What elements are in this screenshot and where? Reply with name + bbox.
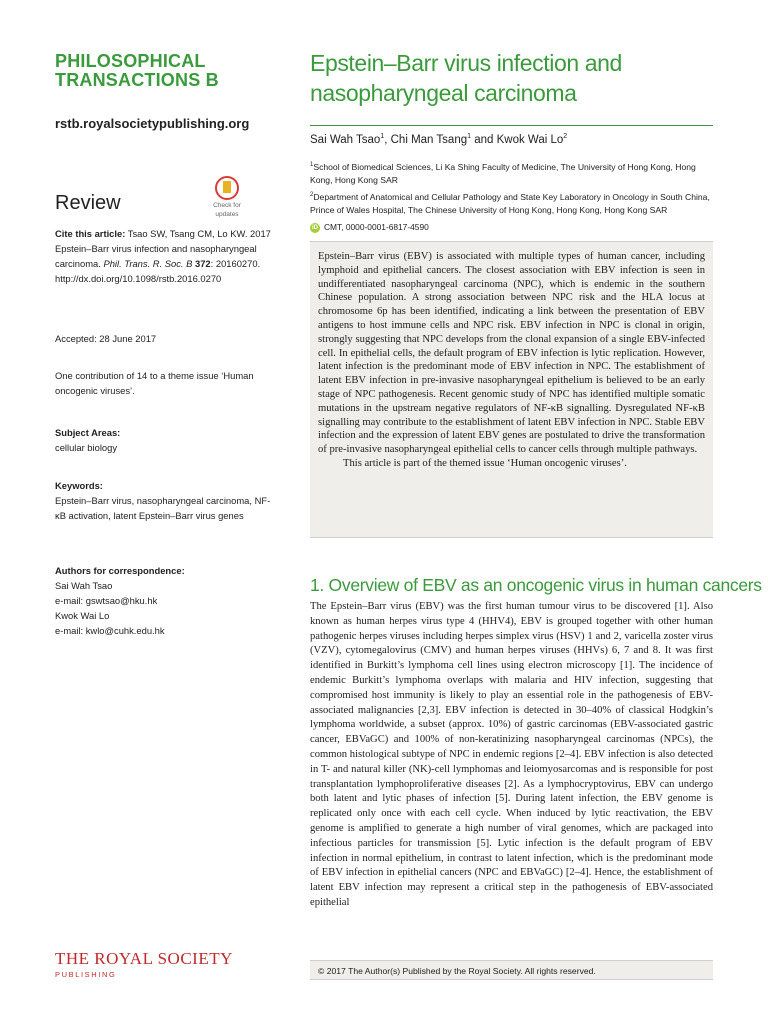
journal-name-line2: TRANSACTIONS B <box>55 70 219 90</box>
cite-volume: 372 <box>195 258 211 269</box>
affiliation <box>310 159 720 187</box>
cite-text: Tsao SW, Tsang CM, Lo KW. 2017 Epstein–Barr virus infection and nasopharyngeal carcinoma. <box>55 228 271 269</box>
citation-block <box>55 226 275 286</box>
badge-line2: updates <box>215 211 239 218</box>
title-divider <box>310 125 713 126</box>
theme-contribution: One contribution of 14 to a theme issue ‘Human oncogenic viruses’. <box>55 370 254 396</box>
abstract-box <box>310 241 713 538</box>
journal-site-link[interactable]: rstb.royalsocietypublishing.org <box>55 116 250 131</box>
author-sup: 2 <box>563 133 568 140</box>
check-for-updates-badge[interactable] <box>207 176 247 218</box>
bookmark-check-icon <box>215 176 239 200</box>
cite-article-no: : 20160270. <box>210 258 261 269</box>
author-sup: 1 <box>467 133 472 140</box>
journal-name <box>55 52 275 90</box>
author-name: Kwok Wai Lo <box>496 133 564 146</box>
section-body: The Epstein–Barr virus (EBV) was the first human tumour virus to be discovered [1]. Also known as human herpes virus type 4 (HHV4), EBV is grouped together with other human pathogenic herpes viruses including herpes simplex virus (HSV) 1 and 2, varicella zoster virus (VZV), cytomegalovirus (CMV) and human herpes viruses (HHVs) 6, 7 and 8. It was first identified in Burkitt’s lymphoma cell lines using electron microscopy [1]. The incidence of endemic Burkitt’s lymphoma overlaps with malaria and HIV infection, suggesting that compromised host immunity is likely to play an essential role in the pathogenesis of EBV-associated malignancies [2,3]. EBV infection is detected in 30–40% of classical Hodgkin’s lymphoma worldwide, a subset (approx. 10%) of gastric carcinomas (EBV-associated gastric cancer, EBVaGC) and 100% of non-keratinizing nasopharyngeal carcinomas (NPCs), the common histological subtype of NPC in endemic regions [2–4]. EBV infection is also detected in T- and natural killer (NK)-cell lymphomas and leiomyosarcomas and is responsible for post transplantation lymphoproliferative diseases [2]. As a lymphocryptovirus, EBV can undergo both latent and lytic phases of infection [5]. During latent infection, the EBV genome is replicated only once with each cell cycle. When induced by lytic reactivation, the EBV genome is amplified to generate a high number of viral genomes, which are packaged into infectious particles for transmission [5]. Lytic infection is the default program of EBV infection in normal epithelium, in contrast to latent infection, which is the predominant mode of EBV infection in epithelial cancers (NPC and EBVaGC) [2–4]. Hence, the establishment of latent EBV infection may represent a critical step in the pathogenesis of EBV-associated epithelial <box>310 601 713 908</box>
affiliation-text: Department of Anatomical and Cellular Pathology and State Key Laboratory in Oncology in South China, Prince of Wales Hospital, The Chinese University of Hong Kong, Hong Kong, Hong Kong SAR <box>310 191 710 215</box>
affiliation-sup: 2 <box>310 192 314 198</box>
publisher-line2: PUBLISHING <box>55 970 117 979</box>
keywords-value: Epstein–Barr virus, nasopharyngeal carcinoma, NF-κB activation, latent Epstein–Barr virus genes <box>55 495 271 521</box>
affiliation <box>310 189 720 217</box>
subjects-label: Subject Areas: <box>55 427 121 438</box>
article-type: Review <box>55 192 121 214</box>
section-heading: 1. Overview of EBV as an oncogenic virus in human cancers <box>310 575 762 595</box>
copyright-footer: © 2017 The Author(s) Published by the Royal Society. All rights reserved. <box>310 960 713 980</box>
orcid-text: CMT, 0000-0001-6817-4590 <box>324 222 429 232</box>
author-sup: 1 <box>380 133 385 140</box>
correspondent-2: Kwok Wai Lo <box>55 610 110 621</box>
correspondence-label: Authors for correspondence: <box>55 565 185 576</box>
abstract-text: Epstein–Barr virus (EBV) is associated with multiple types of human cancer, including lymphoid and epithelial cancers. The closest association with EBV infection is seen in undifferentiated nasopharyngeal carcinoma (NPC), which is endemic in the southern Chinese population. A strong association between NPC risk and the HLA locus at chromosome 6p has been identified, indicating a link between the presentation of EBV antigens to host immune cells and NPC risk. EBV infection in NPC is clonal in origin, strongly suggesting that NPC develops from the clonal expansion of a single EBV-infected cell. In epithelial cells, the default program of EBV infection is lytic replication. However, latent infection is the predominant mode of EBV infection in NPC. The establishment of latent EBV infection in pre-invasive nasopharyngeal epithelium is believed to be an early stage of NPC pathogenesis. Recent genomic study of NPC has identified multiple somatic mutations in the upstream negative regulators of NF-κB signalling. Dysregulated NF-κB signalling may contribute to the establishment of latent EBV infection in NPC. Stable EBV infection and the expression of latent EBV genes are postulated to drive the transformation of pre-invasive nasopharyngeal epithelial cells to cancer cells through multiple pathways. <box>318 251 706 456</box>
journal-name-line1: PHILOSOPHICAL <box>55 51 206 71</box>
affiliation-sup: 1 <box>310 162 314 168</box>
author-list <box>310 133 567 146</box>
author-sep: , <box>384 133 391 146</box>
author-name: Chi Man Tsang <box>390 133 468 146</box>
email-link-1[interactable]: e-mail: gswtsao@hku.hk <box>55 595 158 606</box>
keywords <box>55 478 275 523</box>
article-title: Epstein–Barr virus infection and nasopharyngeal carcinoma <box>310 50 622 106</box>
correspondent-1: Sai Wah Tsao <box>55 580 113 591</box>
keywords-label: Keywords: <box>55 480 103 491</box>
correspondence <box>55 563 275 638</box>
publisher-line1: THE ROYAL SOCIETY <box>55 949 233 968</box>
accepted-date: Accepted: 28 June 2017 <box>55 333 157 344</box>
orcid-icon: iD <box>312 224 318 231</box>
author-sep: and <box>471 133 497 146</box>
cite-journal: Phil. Trans. R. Soc. B <box>103 258 193 269</box>
doi-link[interactable]: http://dx.doi.org/10.1098/rstb.2016.0270 <box>55 273 222 284</box>
publisher-logo <box>55 951 233 983</box>
author-name: Sai Wah Tsao <box>310 133 381 146</box>
email-link-2[interactable]: e-mail: kwlo@cuhk.edu.hk <box>55 625 165 636</box>
orcid-line[interactable] <box>310 222 429 233</box>
cite-label: Cite this article: <box>55 228 126 239</box>
badge-line1: Check for <box>213 202 241 209</box>
abstract-theme-note: This article is part of the themed issue ‘Human oncogenic viruses’. <box>343 457 627 469</box>
affiliation-text: School of Biomedical Sciences, Li Ka Shing Faculty of Medicine, The University of Hong Kong, Hong Kong, Hong Kong SAR <box>310 161 696 185</box>
subject-areas <box>55 425 275 455</box>
subjects-value: cellular biology <box>55 442 118 453</box>
